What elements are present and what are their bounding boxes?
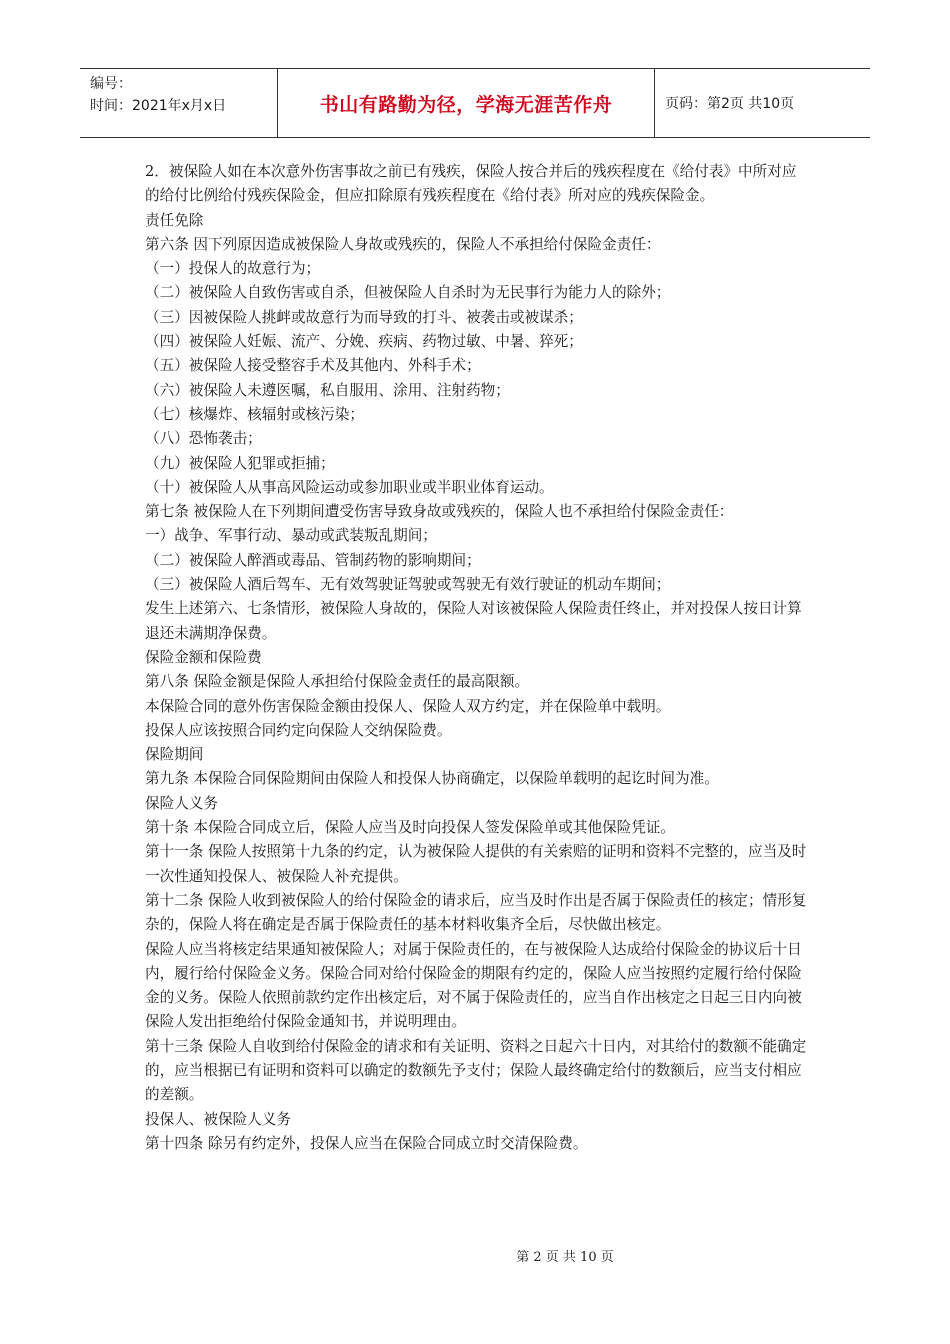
section-heading: 责任免除 bbox=[145, 211, 204, 229]
paragraph: 第十四条 除另有约定外，投保人应当在保险合同成立时交清保险费。 bbox=[145, 1134, 588, 1152]
paragraph: 第十条 本保险合同成立后，保险人应当及时向投保人签发保险单或其他保险凭证。 bbox=[145, 819, 676, 837]
page-header bbox=[80, 68, 870, 138]
list-item: （四）被保险人妊娠、流产、分娩、疾病、药物过敏、中暑、猝死； bbox=[145, 333, 583, 351]
paragraph: 投保人应该按照合同约定向保险人交纳保险费。 bbox=[145, 721, 452, 739]
list-item: （九）被保险人犯罪或拒捕； bbox=[145, 454, 335, 472]
list-item: 一）战争、军事行动、暴动或武装叛乱期间； bbox=[145, 527, 437, 545]
section-heading: 保险人义务 bbox=[145, 794, 218, 812]
paragraph: 第七条 被保险人在下列期间遭受伤害导致身故或残疾的，保险人也不承担给付保险金责任： bbox=[145, 503, 734, 521]
paragraph: 第十一条 保险人按照第十九条的约定，认为被保险人提供的有关索赔的证明和资料不完整的，应当及时一次性通知投保人、被保险人补充提供。 bbox=[145, 843, 807, 885]
document-number: 编号： bbox=[90, 76, 132, 92]
list-item: （一）投保人的故意行为； bbox=[145, 260, 321, 278]
list-item: （六）被保险人未遵医嘱，私自服用、涂用、注射药物； bbox=[145, 381, 510, 399]
list-item: （十）被保险人从事高风险运动或参加职业或半职业体育运动。 bbox=[145, 478, 554, 496]
paragraph: 本保险合同的意外伤害保险金额由投保人、保险人双方约定，并在保险单中载明。 bbox=[145, 697, 671, 715]
header-page-number: 页码：第2页 共10页 bbox=[665, 96, 795, 112]
header-meta bbox=[80, 69, 278, 137]
list-item: （二）被保险人自致伤害或自杀，但被保险人自杀时为无民事行为能力人的除外； bbox=[145, 284, 671, 302]
list-item: （三）因被保险人挑衅或故意行为而导致的打斗、被袭击或被谋杀； bbox=[145, 308, 583, 326]
section-heading: 保险金额和保险费 bbox=[145, 648, 262, 666]
list-item: （三）被保险人酒后驾车、无有效驾驶证驾驶或驾驶无有效行驶证的机动车期间； bbox=[145, 576, 671, 594]
section-heading: 投保人、被保险人义务 bbox=[145, 1110, 291, 1128]
document-body bbox=[145, 160, 810, 1156]
paragraph: 发生上述第六、七条情形，被保险人身故的，保险人对该被保险人保险责任终止，并对投保人按日计算退还未满期净保费。 bbox=[145, 600, 802, 642]
list-item: （二）被保险人醉酒或毒品、管制药物的影响期间； bbox=[145, 551, 481, 569]
paragraph: 2．被保险人如在本次意外伤害事故之前已有残疾，保险人按合并后的残疾程度在《给付表》中所对应的给付比例给付残疾保险金，但应扣除原有残疾程度在《给付表》所对应的残疾保险金。 bbox=[145, 163, 797, 205]
list-item: （八）恐怖袭击； bbox=[145, 430, 262, 448]
list-item: （七）核爆炸、核辐射或核污染； bbox=[145, 405, 364, 423]
page-footer: 第 2 页 共 10 页 bbox=[516, 1250, 614, 1265]
paragraph: 第六条 因下列原因造成被保险人身故或残疾的，保险人不承担给付保险金责任： bbox=[145, 235, 661, 253]
list-item: （五）被保险人接受整容手术及其他内、外科手术； bbox=[145, 357, 481, 375]
paragraph: 保险人应当将核定结果通知被保险人；对属于保险责任的，在与被保险人达成给付保险金的协议后十日内，履行给付保险金义务。保险合同对给付保险金的期限有约定的，保险人应当按照约定履行给付保险金的义务。保险人依照前款约定作出核定后，对不属于保险责任的，应当自作出核定之日起三日内向被保险人发出拒绝给付保险金通知书，并说明理由。 bbox=[145, 940, 802, 1031]
header-motto: 书山有路勤为径，学海无涯苦作舟 bbox=[278, 69, 655, 137]
document-date: 时间：2021年x月x日 bbox=[90, 98, 227, 114]
paragraph: 第九条 本保险合同保险期间由保险人和投保人协商确定，以保险单载明的起讫时间为准。 bbox=[145, 770, 719, 788]
paragraph: 第八条 保险金额是保险人承担给付保险金责任的最高限额。 bbox=[145, 673, 530, 691]
section-heading: 保险期间 bbox=[145, 746, 204, 764]
paragraph: 第十三条 保险人自收到给付保险金的请求和有关证明、资料之日起六十日内，对其给付的数额不能确定的，应当根据已有证明和资料可以确定的数额先予支付；保险人最终确定给付的数额后，应当支付相应的差额。 bbox=[145, 1037, 807, 1104]
paragraph: 第十二条 保险人收到被保险人的给付保险金的请求后，应当及时作出是否属于保险责任的核定；情形复杂的，保险人将在确定是否属于保险责任的基本材料收集齐全后，尽快做出核定。 bbox=[145, 891, 807, 934]
